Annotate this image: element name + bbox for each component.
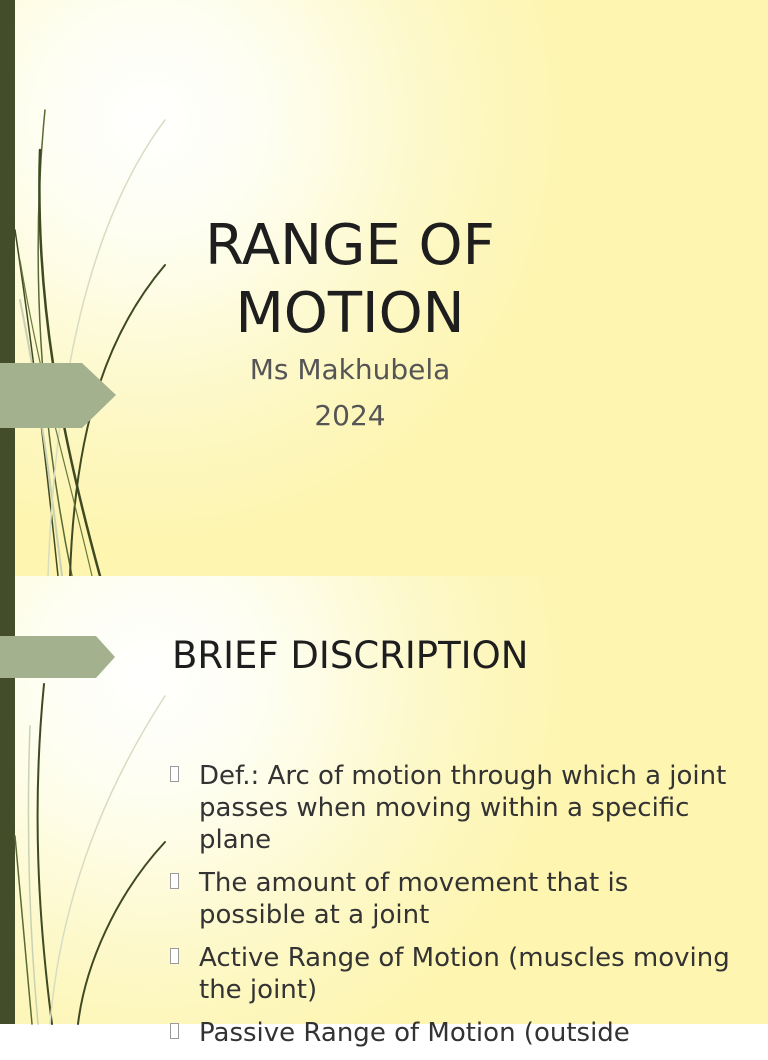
bullet-text: Def.: Arc of motion through which a joint passes when moving within a specific plane	[199, 761, 727, 855]
bullet-list	[170, 760, 730, 1060]
bullet-text: Active Range of Motion (muscles moving the joint)	[199, 943, 730, 1005]
list-item	[170, 867, 730, 931]
square-bullet-icon	[170, 948, 179, 964]
presentation-year: 2024	[314, 399, 386, 432]
arrow-tab-shape	[0, 636, 115, 678]
bullet-text: Passive Range of Motion (outside	[199, 1018, 630, 1048]
slide-heading: BRIEF DISCRIPTION	[172, 634, 529, 677]
bullet-text: The amount of movement that is possible at a joint	[199, 868, 629, 930]
grass-decoration	[0, 0, 180, 576]
square-bullet-icon	[170, 1023, 179, 1039]
presenter-name: Ms Makhubela	[249, 353, 451, 386]
square-bullet-icon	[170, 766, 179, 782]
slide-brief-description	[0, 576, 768, 1048]
list-item	[170, 760, 730, 856]
list-item	[170, 942, 730, 1006]
list-item	[170, 1017, 730, 1049]
square-bullet-icon	[170, 873, 179, 889]
slide-title-text: RANGE OF MOTION	[205, 213, 495, 346]
